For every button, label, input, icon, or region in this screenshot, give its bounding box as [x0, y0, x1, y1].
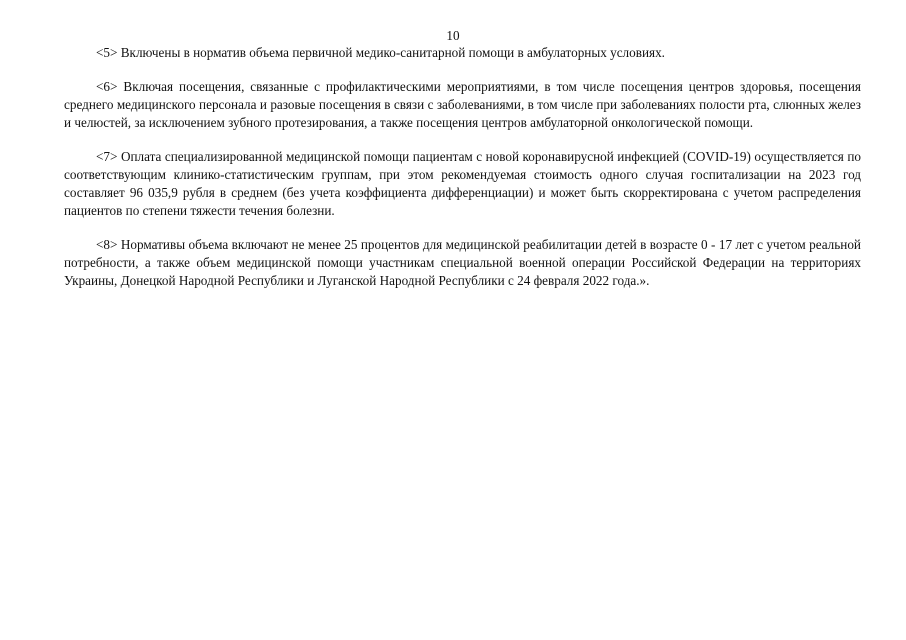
footnotes-section: [64, 44, 861, 290]
footnote-5: <5> Включены в норматив объема первичной медико-санитарной помощи в амбулаторных условиях.: [96, 45, 665, 60]
footnote-6: <6> Включая посещения, связанные с профилактическими мероприятиями, в том числе посещения центров здоровья, посещения среднего медицинского персонала и разовые посещения в связи с заболеваниями, в том числе при заболеваниях полости рта, слюнных желез и челюстей, за исключением зубного протезирования, а также посещения центров амбулаторной онкологической помощи.: [64, 79, 861, 130]
footnote-8: <8> Нормативы объема включают не менее 25 процентов для медицинской реабилитации детей в возрасте 0 - 17 лет с учетом реальной потребности, а также объем медицинской помощи участникам специальной военной операции Российской Федерации на территориях Украины, Донецкой Народной Республики и Луганской Народной Республики с 24 февраля 2022 года.».: [64, 237, 861, 288]
page-number: 10: [446, 28, 460, 43]
footnote-7: <7> Оплата специализированной медицинской помощи пациентам с новой коронавирусной инфекцией (COVID-19) осуществляется по соответствующим клинико-статистическим группам, при этом рекомендуемая стоимость одного случая госпитализации на 2023 год составляет 96 035,9 рубля в среднем (без учета коэффициента дифференциации) и может быть скорректирована с учетом распределения пациентов по степени тяжести течения болезни.: [64, 149, 861, 218]
